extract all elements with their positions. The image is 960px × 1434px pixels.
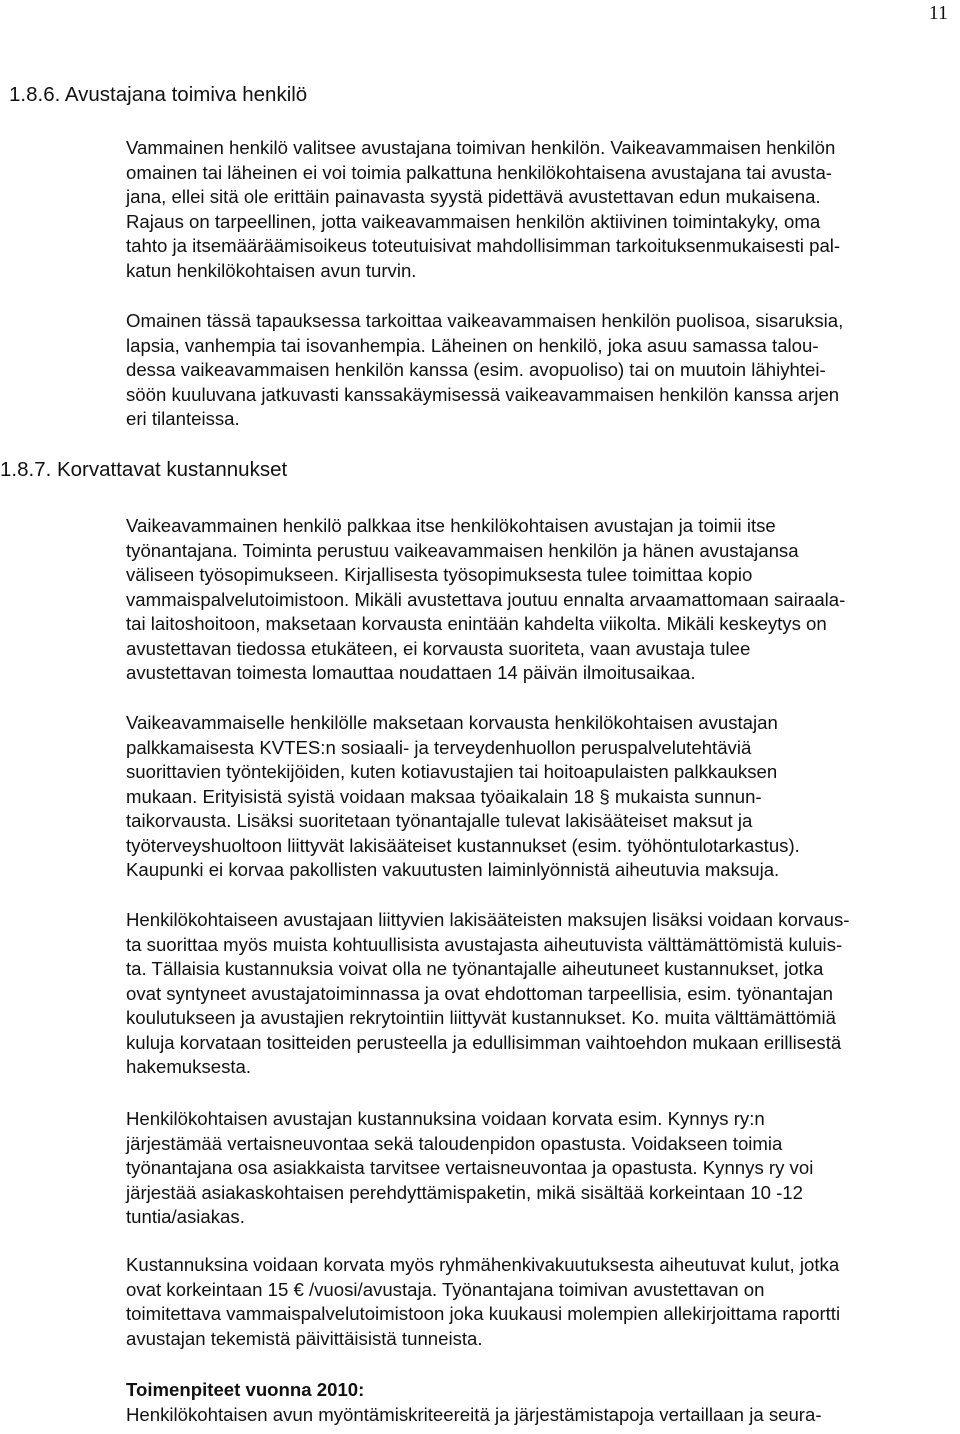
paragraph [126,1253,956,1351]
text-line: työterveyshuoltoon liittyvät lakisääteiset kustannukset (esim. työhöntulotarkastus). [126,834,800,856]
section-heading: 1.8.7. Korvattavat kustannukset [0,458,288,481]
text-line: hakemuksesta. [126,1056,252,1077]
paragraph [126,136,956,283]
text-line: söön kuuluvana jatkuvasti kanssakäymisessä vaikeavammaisen henkilön kanssa arjen [126,383,840,405]
text-line: Rajaus on tarpeellinen, jotta vaikeavammaisen henkilön aktiivinen toimintakyky, oma [126,210,821,232]
paragraph [126,514,956,686]
text-line: suorittavien työntekijöiden, kuten kotiavustajien tai hoitoapulaisten palkkauksen [126,761,778,782]
text-line: toimitettava vammaispalvelutoimistoon joka kuukausi molempien allekirjoittama raportti [126,1303,841,1324]
text-line: lapsia, vanhempia tai isovanhempia. Läheinen on henkilö, joka asuu samassa talou- [126,334,819,356]
text-line: avustettavan tiedossa etukäteen, ei korvausta suoriteta, vaan avustaja tulee [126,637,751,659]
text-line: koulutukseen ja avustajien rekrytointiin liittyvät kustannukset. Ko. muita välttämättömiä [126,1007,837,1028]
text-line: Vammainen henkilö valitsee avustajana toimivan henkilön. Vaikeavammaisen henkilön [126,137,836,158]
paragraph [126,1403,956,1428]
text-line: eri tilanteissa. [126,408,240,429]
text-line: Kustannuksina voidaan korvata myös ryhmähenkivakuutuksesta aiheutuvat kulut, jotka [126,1254,840,1275]
paragraph [126,309,956,432]
text-line: tuntia/asiakas. [126,1206,245,1227]
text-line: kuluja korvataan tositteiden perusteella ja edullisimman vaihtoehdon mukaan erillisestä [126,1031,842,1053]
text-line: työnantajana osa asiakkaista tarvitsee vertaisneuvontaa ja opastusta. Kynnys ry voi [126,1157,814,1178]
paragraph [126,1107,956,1230]
text-line: järjestämää vertaisneuvontaa sekä taloudenpidon opastusta. Voidakseen toimia [126,1132,783,1154]
text-line: Henkilökohtaisen avustajan kustannuksina voidaan korvata esim. Kynnys ry:n [126,1108,765,1129]
text-line: väliseen työsopimukseen. Kirjallisesta työsopimuksesta tulee toimittaa kopio [126,564,753,585]
paragraph [126,908,956,1080]
page-number: 11 [928,2,948,24]
text-line: jana, ellei sitä ole erittäin painavasta syystä pidettävä avustettavan edun mukaisena. [126,186,821,207]
text-line: Henkilökohtaisen avun myöntämiskriteereitä ja järjestämistapoja vertaillaan ja seura- [126,1404,822,1425]
text-line: työnantajana. Toiminta perustuu vaikeavammaisen henkilön ja hänen avustajansa [126,539,799,561]
section-heading: 1.8.6. Avustajana toimiva henkilö [9,83,308,106]
text-line: Omainen tässä tapauksessa tarkoittaa vaikeavammaisen henkilön puolisoa, sisaruksia, [126,310,844,331]
text-line: dessa vaikeavammaisen henkilön kanssa (esim. avopuoliso) tai on muutoin lähiyhtei- [126,359,826,380]
text-line: palkkamaisesta KVTES:n sosiaali- ja terveydenhuollon peruspalvelutehtäviä [126,736,752,758]
text-line: Vaikeavammainen henkilö palkkaa itse henkilökohtaisen avustajan ja toimii itse [126,515,776,536]
text-line: ovat syntyneet avustajatoiminnassa ja ovat ehdottoman tarpeellisia, esim. työnantajan [126,982,833,1004]
text-line: taikorvausta. Lisäksi suoritetaan työnantajalle tulevat lakisääteiset maksut ja [126,810,753,831]
text-line: ta suorittaa myös muista kohtuullisista avustajasta aiheutuvista välttämättömistä kuluis- [126,933,843,955]
text-line: avustettavan toimesta lomauttaa noudattaen 14 päivän ilmoitusaikaa. [126,662,696,683]
text-line: tai laitoshoitoon, maksetaan korvausta enintään kahdelta viikolta. Mikäli keskeytys on [126,613,827,634]
text-line: Kaupunki ei korvaa pakollisten vakuutusten laiminlyönnistä aiheutuvia maksuja. [126,859,780,880]
text-line: vammaispalvelutoimistoon. Mikäli avustettava joutuu ennalta arvaamattomaan sairaala- [126,588,846,610]
subheading: Toimenpiteet vuonna 2010: [126,1379,365,1400]
text-line: Vaikeavammaiselle henkilölle maksetaan korvausta henkilökohtaisen avustajan [126,712,778,733]
text-line: tahto ja itsemääräämisoikeus toteutuisivat mahdollisimman tarkoituksenmukaisesti pal- [126,235,841,256]
text-line: omainen tai läheinen ei voi toimia palkattuna henkilökohtaisena avustajana tai avusta- [126,161,832,183]
text-line: ovat korkeintaan 15 € /vuosi/avustaja. Työnantajana toimivan avustettavan on [126,1278,765,1300]
text-line: Henkilökohtaiseen avustajaan liittyvien lakisääteisten maksujen lisäksi voidaan korvaus- [126,909,850,930]
text-line: katun henkilökohtaisen avun turvin. [126,259,417,281]
text-line: mukaan. Erityisistä syistä voidaan maksaa työaikalain 18 § mukaista sunnun- [126,785,762,807]
text-line: järjestää asiakaskohtaisen perehdyttämispaketin, mikä sisältää korkeintaan 10 -12 [126,1181,803,1203]
text-line: avustajan tekemistä päivittäisistä tunneista. [126,1327,483,1349]
paragraph [126,711,956,883]
text-line: ta. Tällaisia kustannuksia voivat olla ne työnantajalle aiheutuneet kustannukset, jotka [126,958,824,979]
